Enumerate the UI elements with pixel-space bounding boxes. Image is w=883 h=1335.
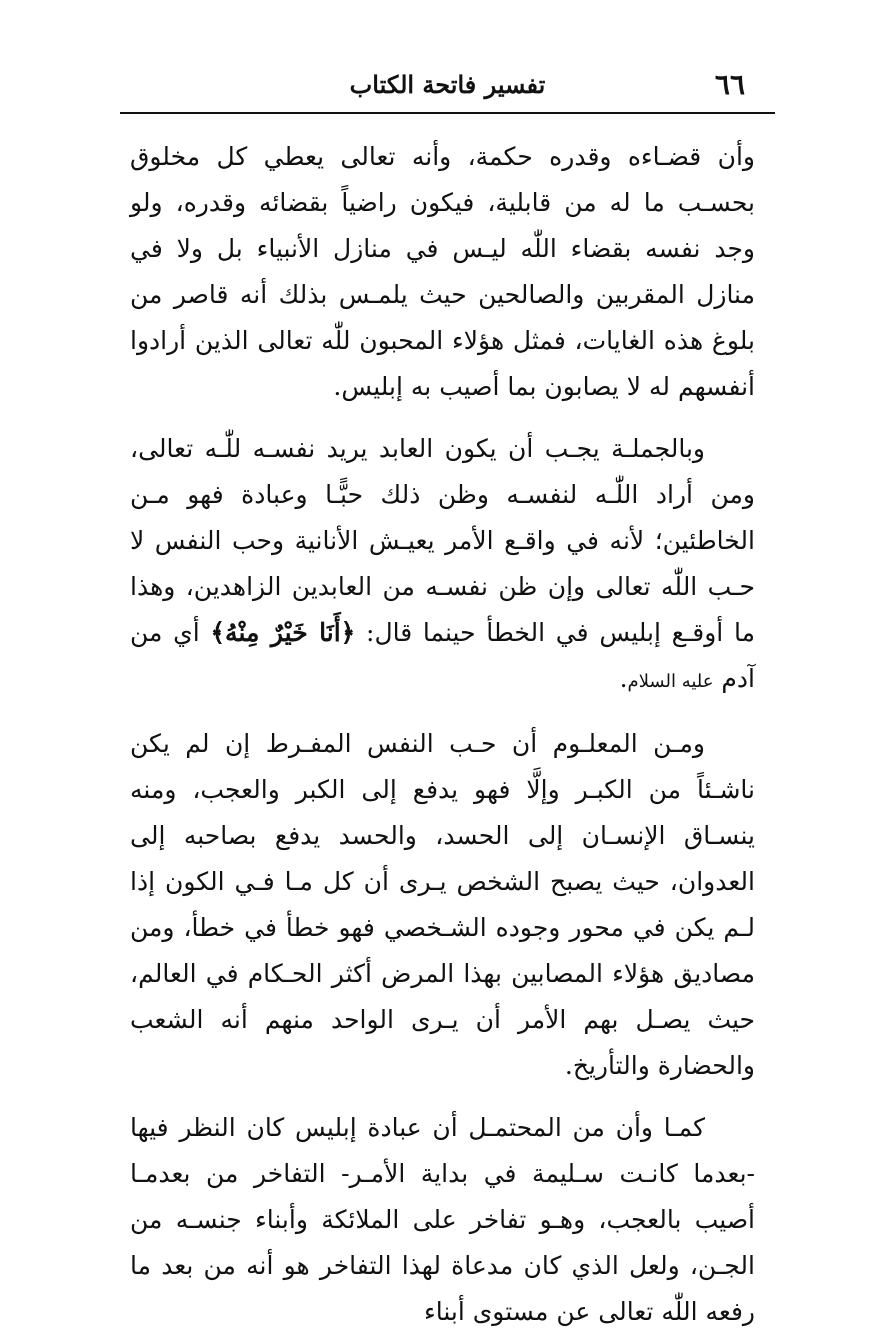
page-number: ٦٦ bbox=[714, 68, 745, 101]
page-header bbox=[120, 50, 775, 114]
book-title: تفسير فاتحة الكتاب bbox=[349, 70, 546, 99]
paragraph-3: ومـن المعلـوم أن حـب النفس المفـرط إن لم يكن ناشـئاً من الكبـر وإلَّا فهو يدفع إلى الكبر والعجب، ومنه ينسـاق الإنسـان إلى الحسد، والحسد يدفع بصاحبه إلى العدوان، حيث يصبح الشخص يـرى أن كل مـا فـي الكون إذا لـم يكن في محور وجوده الشـخصي فهو خطأ في خطأ، ومن مصاديق هؤلاء المصابين بهذا المرض أكثر الحـكام في العالم، حيث يصـل بهم الأمر أن يـرى الواحد منهم أنه الشعب والحضارة والتأريخ. bbox=[130, 729, 755, 1080]
page-body bbox=[120, 134, 775, 1335]
paragraph-2-end: . bbox=[619, 664, 628, 693]
paragraph-2-text-after: أي من آدم bbox=[130, 618, 755, 693]
honorific-symbol: عليه السلام bbox=[627, 671, 714, 692]
quran-quote: ﴿أَنَا خَيْرٌ مِنْهُ﴾ bbox=[210, 618, 356, 647]
paragraph-2-text: وبالجملـة يجـب أن يكون العابد يريد نفسـه للّٰـه تعالى، ومن أراد اللّٰـه لنفسـه وظن ذلك حبًّـا وعبادة فهو مـن الخاطئين؛ لأنه في واقـع الأمر يعيـش الأنانية وحب النفس لا حـب اللّٰه تعالى وإن ظن نفسـه من العابدين الزاهدين، وهذا ما أوقـع إبليس في الخطأ حينما قال: bbox=[130, 434, 755, 647]
paragraph-1: وأن قضـاءه وقدره حكمة، وأنه تعالى يعطي كل مخلوق بحسـب ما له من قابلية، فيكون راضياً بقضائه وقدره، ولو وجد نفسه بقضاء اللّٰه ليـس في منازل الأنبياء بل ولا في منازل المقربين والصالحين حيث يلمـس بذلك أنه قاصر من بلوغ هذه الغايات، فمثل هؤلاء المحبون للّٰه تعالى الذين أرادوا أنفسهم له لا يصابون بما أصيب به إبليس. bbox=[130, 142, 755, 401]
document-page bbox=[120, 50, 775, 1326]
paragraph-4: كمـا وأن من المحتمـل أن عبادة إبليس كان النظر فيها -بعدما كانـت سـليمة في بداية الأمـر- التفاخر من بعدمـا أصيب بالعجب، وهـو تفاخر على الملائكة وأبناء جنسـه من الجـن، ولعل الذي كان مدعاة لهذا التفاخر هو أنه من بعد ما رفعه اللّٰه تعالى عن مستوى أبناء bbox=[130, 1113, 755, 1326]
paragraph-2 bbox=[130, 426, 755, 705]
